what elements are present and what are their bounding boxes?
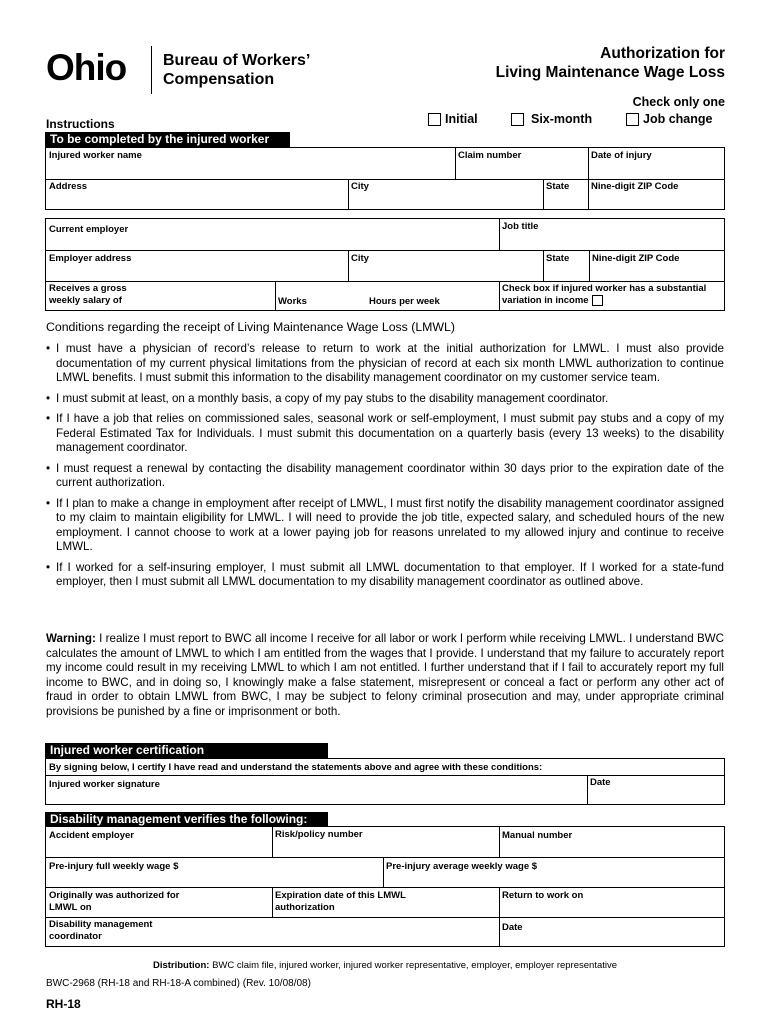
form-number: BWC-2968 (RH-18 and RH-18-A combined) (Rev. 10/08/08) bbox=[46, 978, 311, 989]
income-variation-field bbox=[499, 282, 709, 308]
pre-injury-full-wage-field[interactable]: Pre-injury full weekly wage $ bbox=[49, 861, 179, 872]
condition-item: • I must submit at least, on a monthly basis, a copy of my pay stubs to the disability management coordinator. bbox=[46, 392, 724, 407]
certification-table bbox=[45, 758, 725, 805]
orig-auth-line1: Originally was authorized for bbox=[49, 890, 180, 901]
injured-worker-name-field[interactable]: Injured worker name bbox=[49, 150, 142, 161]
option-six-month[interactable] bbox=[511, 112, 592, 126]
ohio-logo: Ohio bbox=[46, 47, 127, 88]
dm-table bbox=[45, 826, 725, 947]
hours-per-week-label: Hours per week bbox=[369, 296, 440, 307]
manual-number-field[interactable]: Manual number bbox=[502, 830, 573, 841]
job-title-field[interactable]: Job title bbox=[502, 221, 539, 232]
job-change-label: Job change bbox=[643, 112, 713, 126]
expiration-line2: authorization bbox=[275, 902, 335, 913]
logo-divider bbox=[151, 46, 152, 94]
certification-date-field[interactable]: Date bbox=[590, 777, 611, 788]
warning-text: I realize I must report to BWC all income I receive for all labor or work I perform while receiving LMWL. I understand BWC calculates the amount of LMWL to which I am entitled from the wages that I provide. I understand that my failure to accurately report my income could result in my receiving LMWL to which I am not entitled. I further understand that if I fail to accurately report my full income to BWC, and in doing so, I knowingly make a false statement, misrepresent or conceal a fact or perform any other act of fraud in order to obtain LMWL from BWC, I may be subject to felony criminal prosecution and may, under appropriate criminal provisions be punished by a fine or imprisonment or both. bbox=[46, 632, 724, 718]
worker-info-table bbox=[45, 147, 725, 210]
certification-heading: Injured worker certification bbox=[45, 743, 328, 758]
bureau-name bbox=[163, 51, 310, 89]
rh-code: RH-18 bbox=[46, 997, 81, 1011]
dm-coordinator-field[interactable] bbox=[46, 918, 155, 944]
title-line2: Living Maintenance Wage Loss bbox=[495, 64, 725, 81]
employer-info-table bbox=[45, 218, 725, 311]
conditions-list bbox=[46, 342, 724, 596]
condition-item: • I must request a renewal by contacting the disability management coordinator within 30 days prior to the expiration date of the current authorization. bbox=[46, 462, 724, 491]
employer-state-field[interactable]: State bbox=[546, 253, 570, 264]
initial-checkbox[interactable] bbox=[428, 113, 441, 126]
form-title bbox=[496, 44, 725, 82]
accident-employer-field[interactable]: Accident employer bbox=[49, 830, 134, 841]
expiration-line1: Expiration date of this LMWL bbox=[275, 890, 406, 901]
distribution-text: BWC claim file, injured worker, injured worker representative, employer, employer representative bbox=[212, 960, 618, 971]
bureau-line2: Compensation bbox=[163, 71, 275, 88]
employer-address-field[interactable]: Employer address bbox=[49, 253, 132, 264]
employer-zip-field[interactable]: Nine-digit ZIP Code bbox=[592, 253, 680, 264]
employer-city-field[interactable]: City bbox=[351, 253, 369, 264]
address-field[interactable]: Address bbox=[49, 181, 88, 192]
state-field[interactable]: State bbox=[546, 181, 570, 192]
orig-auth-line2: LMWL on bbox=[49, 902, 92, 913]
claim-number-field[interactable]: Claim number bbox=[458, 150, 522, 161]
city-field[interactable]: City bbox=[351, 181, 369, 192]
condition-item: • I must have a physician of record’s release to return to work at the initial authorization for LMWL. I must also provide documentation of my current physical limitations from the physician of record at each six month LMWL authorization to continue LMWL benefits. I must submit this information to the disability management coordinator on my customer service team. bbox=[46, 342, 724, 386]
title-line1: Authorization for bbox=[600, 45, 725, 62]
option-initial[interactable] bbox=[428, 112, 478, 126]
distribution-line bbox=[0, 960, 770, 971]
works-field[interactable]: Works bbox=[278, 296, 307, 307]
instructions-label: Instructions bbox=[46, 117, 115, 131]
risk-policy-number-field[interactable]: Risk/policy number bbox=[275, 829, 363, 840]
current-employer-field[interactable]: Current employer bbox=[49, 224, 129, 235]
condition-item: • If I plan to make a change in employment after receipt of LMWL, I must first notify the disability management coordinator assigned to my claim to maintain eligibility for LMWL. I will need to provide the job title, expected salary, and scheduled hours of the new employment. I cannot choose to work at a lower paying job for reasons unrelated to my allowed injury and continue to receive LMWL. bbox=[46, 497, 724, 555]
gross-salary-line1: Receives a gross bbox=[49, 283, 127, 294]
dm-coord-line2: coordinator bbox=[49, 931, 102, 942]
originally-authorized-field[interactable] bbox=[46, 889, 182, 915]
gross-salary-line2: weekly salary of bbox=[49, 295, 122, 306]
return-to-work-field[interactable]: Return to work on bbox=[502, 890, 584, 901]
date-of-injury-field[interactable]: Date of injury bbox=[591, 150, 652, 161]
initial-label: Initial bbox=[445, 112, 478, 126]
zip-field[interactable]: Nine-digit ZIP Code bbox=[591, 181, 679, 192]
condition-item: • If I worked for a self-insuring employer, I must submit all LMWL documentation to that employer. If I worked for a state-fund employer, then I must submit all LMWL documentation to my disability management coordinator as outlined above. bbox=[46, 561, 724, 590]
dm-date-field[interactable]: Date bbox=[502, 922, 523, 933]
pre-injury-average-wage-field[interactable]: Pre-injury average weekly wage $ bbox=[386, 861, 538, 872]
warning-paragraph bbox=[46, 632, 724, 719]
conditions-heading: Conditions regarding the receipt of Living Maintenance Wage Loss (LMWL) bbox=[46, 320, 455, 334]
certification-statement: By signing below, I certify I have read and understand the statements above and agree with these conditions: bbox=[49, 762, 543, 773]
job-change-checkbox[interactable] bbox=[626, 113, 639, 126]
dm-section-heading: Disability management verifies the following: bbox=[45, 812, 328, 827]
income-variation-checkbox[interactable] bbox=[592, 295, 603, 306]
injured-worker-signature-field[interactable]: Injured worker signature bbox=[49, 779, 160, 790]
dm-coord-line1: Disability management bbox=[49, 919, 153, 930]
worker-section-heading: To be completed by the injured worker bbox=[45, 132, 290, 147]
expiration-date-field[interactable] bbox=[272, 889, 409, 915]
check-only-label: Check only one bbox=[632, 95, 725, 109]
distribution-label: Distribution: bbox=[152, 960, 210, 971]
warning-label: Warning: bbox=[46, 632, 96, 645]
bureau-line1: Bureau of Workers’ bbox=[163, 52, 311, 69]
variation-line1: Check box if injured worker has a substantial bbox=[502, 283, 707, 294]
variation-line2: variation in income bbox=[502, 295, 589, 307]
six-month-checkbox[interactable] bbox=[511, 113, 524, 126]
gross-salary-field[interactable] bbox=[46, 282, 130, 308]
option-job-change[interactable] bbox=[626, 112, 712, 126]
condition-item: • If I have a job that relies on commissioned sales, seasonal work or self-employment, I must submit pay stubs and a copy of my Federal Estimated Tax for Individuals. I must submit this documentation on a quarterly basis (every 13 weeks) to the disability management coordinator. bbox=[46, 412, 724, 456]
six-month-label: Six-month bbox=[531, 112, 593, 126]
